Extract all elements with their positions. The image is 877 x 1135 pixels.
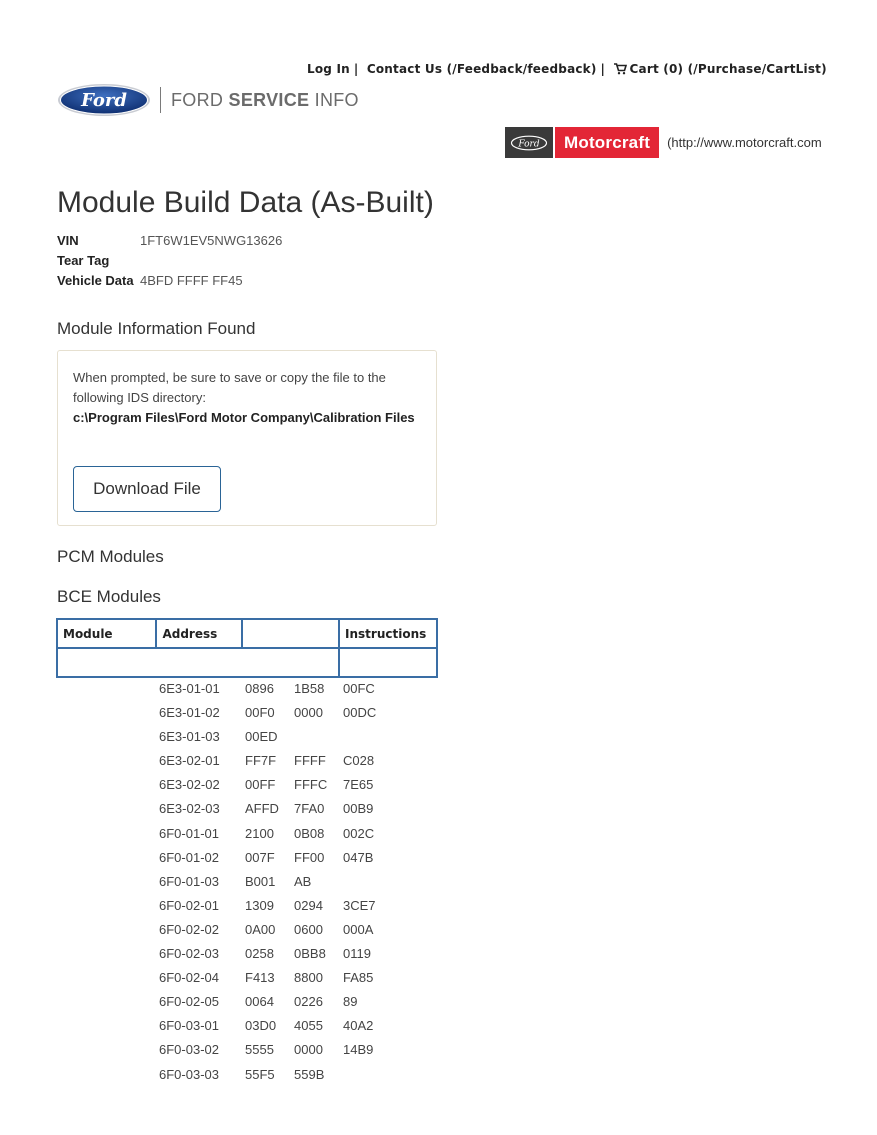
brand-name-part: INFO	[314, 89, 359, 110]
row-address: 6E3-01-02	[159, 705, 220, 721]
page-title: Module Build Data (As-Built)	[57, 186, 434, 219]
module-info-box	[57, 350, 437, 526]
save-instructions: When prompted, be sure to save or copy the file to the following IDS directory:	[73, 370, 386, 405]
row-address: 6F0-02-01	[159, 897, 219, 913]
nav-separator: |	[600, 62, 606, 76]
row-value: 2100	[245, 825, 274, 841]
column-header-module: Module	[57, 619, 156, 648]
row-value: 00B9	[343, 801, 374, 817]
vin-value: 1FT6W1EV5NWG13626	[140, 233, 283, 248]
row-value: 0226	[294, 994, 323, 1010]
module-info-heading: Module Information Found	[57, 319, 256, 338]
row-value: 0896	[245, 681, 274, 696]
cart-icon	[614, 63, 627, 75]
brand-name	[171, 90, 359, 111]
table-header-row	[57, 619, 437, 648]
brand-name-bold: SERVICE	[228, 89, 310, 110]
vehicle-data-value: 4BFD FFFF FF45	[140, 273, 243, 288]
row-address: 6F0-02-02	[159, 921, 219, 937]
row-value: 3CE7	[343, 897, 376, 913]
brand-name-part: FORD	[171, 89, 224, 110]
contact-link[interactable]: Contact Us (/Feedback/feedback)	[366, 62, 597, 76]
row-value: 14B9	[343, 1042, 374, 1058]
row-value: 0119	[343, 946, 371, 962]
row-value: 00F0	[245, 705, 275, 721]
vin-label: VIN	[57, 233, 79, 248]
motorcraft-logo: Motorcraft	[555, 127, 659, 158]
row-value: 002C	[343, 825, 375, 841]
bce-modules-heading: BCE Modules	[57, 587, 161, 606]
row-value: FF7F	[245, 753, 277, 769]
column-header-address: Address	[156, 619, 242, 648]
row-value: B001	[245, 873, 276, 889]
row-value: 8800	[294, 970, 323, 986]
row-address: 6E3-02-03	[159, 801, 220, 817]
table-empty-row	[57, 648, 437, 677]
column-header-blank	[242, 619, 339, 648]
row-value: FF00	[294, 849, 325, 865]
row-value: 40A2	[343, 1018, 374, 1034]
table-cell-empty	[57, 648, 339, 677]
row-value: 000A	[343, 921, 374, 937]
row-value: 559B	[294, 1066, 325, 1082]
tear-tag-row	[57, 253, 140, 268]
nav-separator: |	[353, 62, 359, 76]
row-value: 7FA0	[294, 801, 325, 817]
vin-row	[57, 233, 282, 248]
ford-mini-logo-text: Ford	[518, 139, 540, 149]
row-value: 1B58	[294, 681, 325, 696]
row-address: 6E3-01-03	[159, 729, 220, 745]
top-nav	[307, 62, 827, 76]
motorcraft-link[interactable]: (http://www.motorcraft.com	[667, 135, 822, 150]
ford-mini-logo	[510, 135, 548, 151]
row-value: 55F5	[245, 1066, 275, 1082]
row-address: 6F0-03-01	[159, 1018, 219, 1034]
login-link[interactable]: Log In	[307, 62, 350, 76]
row-value: 047B	[343, 849, 374, 865]
row-value: 5555	[245, 1042, 274, 1058]
row-value: FA85	[343, 970, 374, 986]
bce-modules-table	[56, 618, 438, 678]
brand-header	[57, 82, 359, 118]
row-value: C028	[343, 753, 375, 769]
row-value: 0B08	[294, 825, 325, 841]
vehicle-data-row	[57, 273, 243, 288]
motorcraft-banner[interactable]	[505, 127, 822, 158]
row-value: 00ED	[245, 729, 278, 745]
column-header-instructions: Instructions	[339, 619, 437, 648]
row-value: AB	[294, 873, 312, 889]
row-address: 6F0-01-02	[159, 849, 219, 865]
row-value: 0BB8	[294, 946, 326, 962]
row-address: 6E3-01-01	[159, 681, 220, 696]
row-address: 6F0-01-03	[159, 873, 219, 889]
row-value: 0600	[294, 921, 323, 937]
row-value: FFFC	[294, 777, 328, 793]
row-value: 0A00	[245, 921, 276, 937]
row-value: 0064	[245, 994, 274, 1010]
row-value: AFFD	[245, 801, 279, 817]
cart-link[interactable]	[614, 62, 827, 76]
row-value: 0294	[294, 897, 323, 913]
row-address: 6E3-02-02	[159, 777, 220, 793]
row-value: F413	[245, 970, 275, 986]
row-address: 6E3-02-01	[159, 753, 220, 769]
row-value: 1309	[245, 897, 274, 913]
brand-divider	[160, 87, 161, 113]
table-cell-empty	[339, 648, 437, 677]
ids-directory-path: c:\Program Files\Ford Motor Company\Calibration Files	[73, 410, 415, 425]
tear-tag-label: Tear Tag	[57, 253, 110, 268]
row-address: 6F0-03-02	[159, 1042, 219, 1058]
row-address: 6F0-02-04	[159, 970, 219, 986]
row-value: 89	[343, 994, 358, 1010]
row-value: 0000	[294, 705, 323, 721]
row-value: 00FF	[245, 777, 276, 793]
row-value: 0000	[294, 1042, 323, 1058]
row-value: 00FC	[343, 681, 375, 696]
ford-logo[interactable]	[57, 83, 151, 117]
row-address: 6F0-01-01	[159, 825, 219, 841]
pcm-modules-heading: PCM Modules	[57, 547, 164, 566]
row-address: 6F0-02-05	[159, 994, 219, 1010]
ford-logo-text: Ford	[81, 90, 127, 111]
row-address: 6F0-02-03	[159, 946, 219, 962]
row-value: 0258	[245, 946, 274, 962]
cart-label: Cart (0) (/Purchase/CartList)	[629, 62, 827, 76]
row-value: FFFF	[294, 753, 326, 769]
download-file-button[interactable]: Download File	[73, 466, 221, 512]
row-value: 4055	[294, 1018, 323, 1034]
row-value: 007F	[245, 849, 275, 865]
vehicle-data-label: Vehicle Data	[57, 273, 134, 288]
row-address: 6F0-03-03	[159, 1066, 219, 1082]
row-value: 7E65	[343, 777, 374, 793]
row-value: 00DC	[343, 705, 377, 721]
motorcraft-ford-badge	[505, 127, 553, 158]
row-value: 03D0	[245, 1018, 277, 1034]
